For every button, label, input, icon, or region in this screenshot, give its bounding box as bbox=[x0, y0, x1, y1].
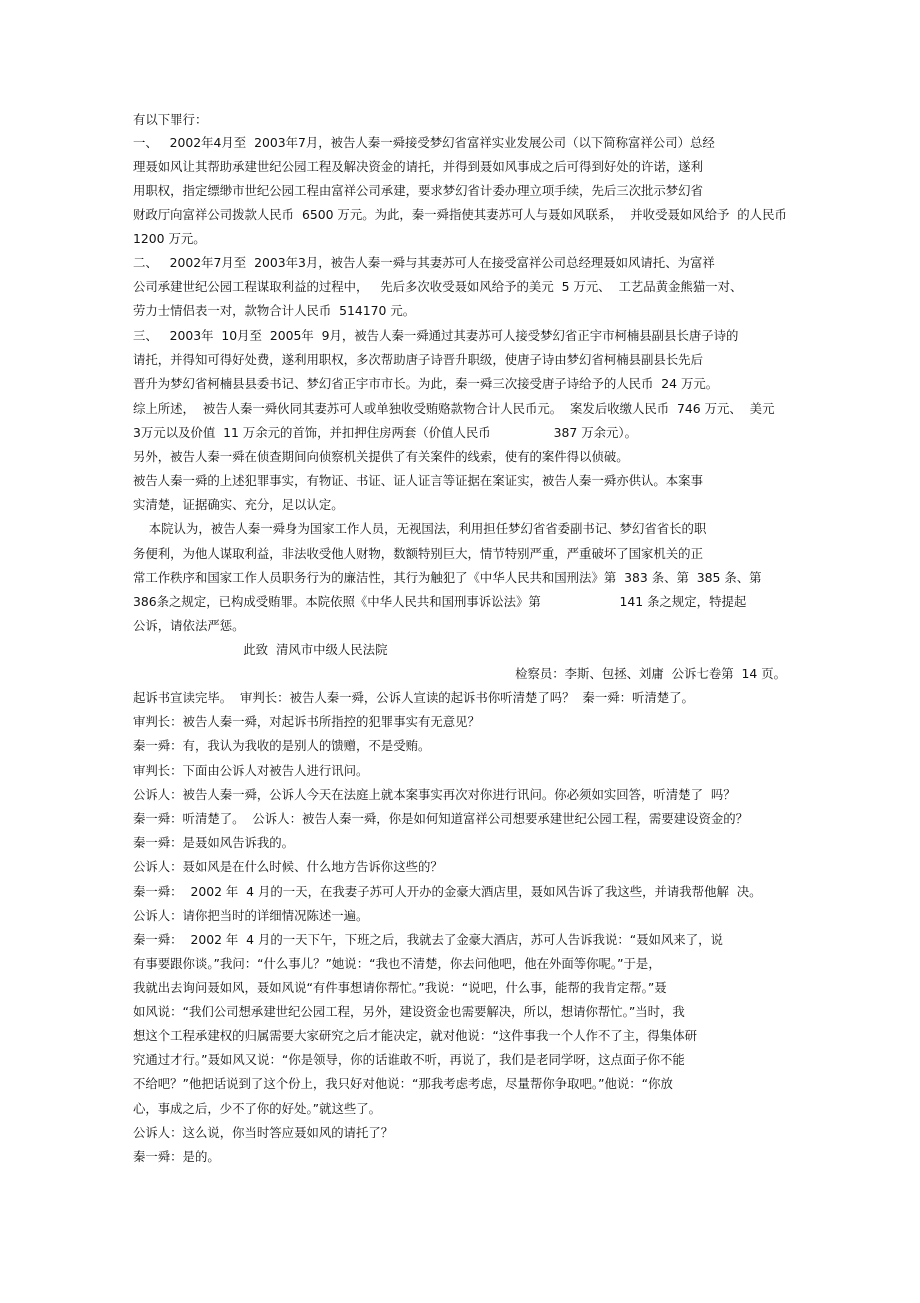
text-line: 不给吧？”他把话说到了这个份上，我只好对他说：“那我考虑考虑，尽量帮你争取吧。”他说：“你放 bbox=[133, 1076, 673, 1091]
text-line: 想这个工程承建权的归属需要大家研究之后才能决定，就对他说：“这件事我一个人作不了主，得集体研 bbox=[133, 1028, 697, 1043]
text-line: 三、 2003年 10月至 2005年 9月，被告人秦一舜通过其妻苏可人接受梦幻省正宇市柯楠县副县长唐子诗的 bbox=[133, 328, 739, 343]
text-line: 被告人秦一舜的上述犯罪事实，有物证、书证、证人证言等证据在案证实，被告人秦一舜亦供认。本案事 bbox=[133, 473, 703, 488]
text-line: 常工作秩序和国家工作人员职务行为的廉洁性，其行为触犯了《中华人民共和国刑法》第 383 条、第 385 条、第 bbox=[133, 570, 762, 585]
text-line: 一、 2002年4月至 2003年7月，被告人秦一舜接受梦幻省富祥实业发展公司（以下简称富祥公司）总经 bbox=[133, 135, 715, 150]
text-line: 实清楚，证据确实、充分，足以认定。 bbox=[133, 497, 344, 512]
text-line: 另外，被告人秦一舜在侦查期间向侦察机关提供了有关案件的线索，使有的案件得以侦破。 bbox=[133, 449, 629, 464]
text-line: 财政厅向富祥公司拨款人民币 6500 万元。为此，秦一舜指使其妻苏可人与聂如风联系， 并收受聂如风给予 的人民币 bbox=[133, 207, 787, 222]
text-line: 公诉人：聂如风是在什么时候、什么地方告诉你这些的？ bbox=[133, 859, 443, 874]
text-line: 有事要跟你谈。”我问：“什么事儿？”她说：“我也不清楚，你去问他吧，他在外面等你呢。”于是， bbox=[133, 956, 661, 971]
text-line: 务便利，为他人谋取利益，非法收受他人财物，数额特别巨大，情节特别严重，严重破坏了国家机关的正 bbox=[133, 546, 703, 561]
text-line: 公诉人：这么说，你当时答应聂如风的请托了？ bbox=[133, 1125, 394, 1140]
text-line: 审判长：下面由公诉人对被告人进行讯问。 bbox=[133, 763, 369, 778]
closing-salutation: 此致 清风市中级人民法院 bbox=[133, 642, 388, 657]
text-line: 秦一舜： 2002 年 4 月的一天，在我妻子苏可人开办的金豪大酒店里，聂如风告诉了我这些，并请我帮他解 决。 bbox=[133, 884, 762, 899]
text-line: 本院认为，被告人秦一舜身为国家工作人员，无视国法，利用担任梦幻省省委副书记、梦幻省省长的职 bbox=[133, 521, 707, 536]
text-line: 心，事成之后，少不了你的好处。”就这些了。 bbox=[133, 1101, 382, 1116]
text-line: 用职权，指定缥缈市世纪公园工程由富祥公司承建，要求梦幻省计委办理立项手续，先后三次批示梦幻省 bbox=[133, 183, 703, 198]
signature-line: 检察员：李斯、包拯、刘庸 公诉七卷第 14 页。 bbox=[515, 666, 786, 681]
text-line: 公司承建世纪公园工程谋取利益的过程中， 先后多次收受聂如风给予的美元 5 万元、 工艺品黄金熊猫一对、 bbox=[133, 279, 743, 294]
text-line: 起诉书宣读完毕。 审判长：被告人秦一舜，公诉人宣读的起诉书你听清楚了吗？ 秦一舜：听清楚了。 bbox=[133, 690, 694, 705]
text-line: 公诉人：被告人秦一舜，公诉人今天在法庭上就本案事实再次对你进行讯问。你必须如实回答，听清楚了 吗？ bbox=[133, 787, 736, 802]
text-line: 晋升为梦幻省柯楠县县委书记、梦幻省正宇市市长。为此，秦一舜三次接受唐子诗给予的人民币 24 万元。 bbox=[133, 376, 719, 391]
text-line: 秦一舜： 2002 年 4 月的一天下午，下班之后，我就去了金豪大酒店，苏可人告诉我说：“聂如风来了，说 bbox=[133, 932, 723, 947]
text-line: 3万元以及价值 11 万余元的首饰，并扣押住房两套（价值人民币 387 万余元）。 bbox=[133, 425, 637, 440]
text-line: 秦一舜：是的。 bbox=[133, 1149, 220, 1164]
text-line: 如风说：“我们公司想承建世纪公园工程，另外，建设资金也需要解决，所以，想请你帮忙。”当时，我 bbox=[133, 1004, 685, 1019]
text-line: 公诉，请依法严惩。 bbox=[133, 618, 245, 633]
text-line: 劳力士情侣表一对，款物合计人民币 514170 元。 bbox=[133, 303, 416, 318]
text-line: 审判长：被告人秦一舜，对起诉书所指控的犯罪事实有无意见？ bbox=[133, 714, 480, 729]
text-line: 我就出去询问聂如风，聂如风说“有件事想请你帮忙。”我说：“说吧，什么事，能帮的我肯定帮。”聂 bbox=[133, 980, 667, 995]
text-line: 1200 万元。 bbox=[133, 231, 206, 246]
text-line: 386条之规定，已构成受贿罪。本院依照《中华人民共和国刑事诉讼法》第 141 条之规定，特提起 bbox=[133, 594, 747, 609]
text-line: 综上所述， 被告人秦一舜伙同其妻苏可人或单独收受贿赂款物合计人民币元。 案发后收缴人民币 746 万元、 美元 bbox=[133, 401, 775, 416]
text-line: 究通过才行。”聂如风又说：“你是领导，你的话谁敢不听，再说了，我们是老同学呀，这点面子你不能 bbox=[133, 1052, 685, 1067]
text-line: 二、 2002年7月至 2003年3月，被告人秦一舜与其妻苏可人在接受富祥公司总经理聂如风请托、为富祥 bbox=[133, 255, 715, 270]
text-line: 秦一舜：有，我认为我收的是别人的馈赠，不是受贿。 bbox=[133, 738, 431, 753]
text-line: 秦一舜：听清楚了。 公诉人：被告人秦一舜，你是如何知道富祥公司想要承建世纪公园工程，需要建设资金的？ bbox=[133, 811, 749, 826]
text-line: 秦一舜：是聂如风告诉我的。 bbox=[133, 835, 295, 850]
text-line: 有以下罪行： bbox=[133, 112, 208, 127]
text-line: 理聂如风让其帮助承建世纪公园工程及解决资金的请托，并得到聂如风事成之后可得到好处的许诺，遂利 bbox=[133, 159, 703, 174]
text-line: 请托，并得知可得好处费，遂利用职权，多次帮助唐子诗晋升职级，使唐子诗由梦幻省柯楠县副县长先后 bbox=[133, 352, 703, 367]
text-line: 公诉人：请你把当时的详细情况陈述一遍。 bbox=[133, 908, 369, 923]
